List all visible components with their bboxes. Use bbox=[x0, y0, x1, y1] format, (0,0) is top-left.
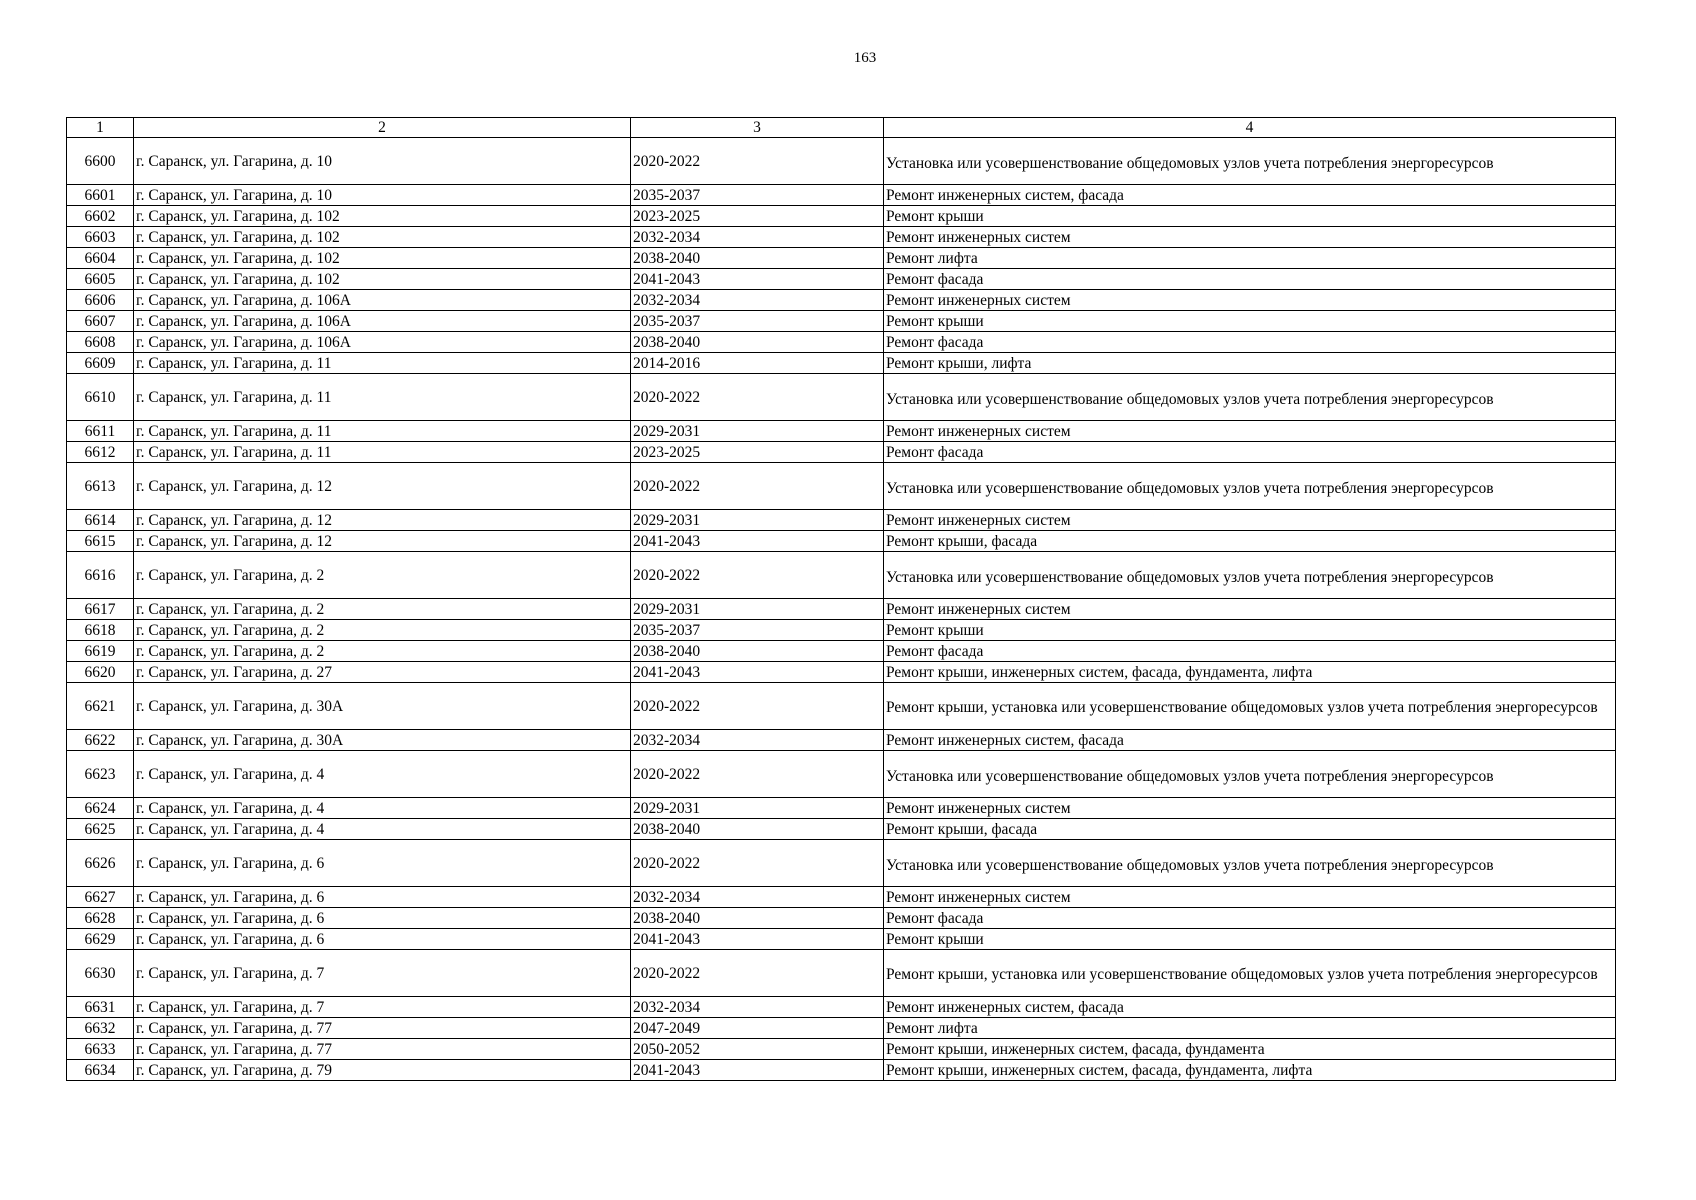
period-cell: 2020-2022 bbox=[631, 751, 884, 798]
table-row bbox=[67, 683, 1616, 730]
table-row bbox=[67, 599, 1616, 620]
table-row bbox=[67, 840, 1616, 887]
work-type-cell: Ремонт фасада bbox=[884, 442, 1616, 463]
table-row bbox=[67, 510, 1616, 531]
row-number: 6618 bbox=[67, 620, 134, 641]
period-cell: 2035-2037 bbox=[631, 620, 884, 641]
work-type-cell: Ремонт крыши bbox=[884, 929, 1616, 950]
row-number: 6628 bbox=[67, 908, 134, 929]
address-cell: г. Саранск, ул. Гагарина, д. 4 bbox=[134, 751, 631, 798]
period-cell: 2029-2031 bbox=[631, 798, 884, 819]
period-cell: 2020-2022 bbox=[631, 138, 884, 185]
work-type-cell: Ремонт крыши, инженерных систем, фасада, фундамента bbox=[884, 1039, 1616, 1060]
address-cell: г. Саранск, ул. Гагарина, д. 2 bbox=[134, 599, 631, 620]
table-row bbox=[67, 997, 1616, 1018]
row-number: 6629 bbox=[67, 929, 134, 950]
address-cell: г. Саранск, ул. Гагарина, д. 7 bbox=[134, 997, 631, 1018]
table-row bbox=[67, 227, 1616, 248]
work-type-cell: Ремонт фасада bbox=[884, 908, 1616, 929]
address-cell: г. Саранск, ул. Гагарина, д. 12 bbox=[134, 463, 631, 510]
period-cell: 2041-2043 bbox=[631, 662, 884, 683]
table-body bbox=[67, 138, 1616, 1081]
table-row bbox=[67, 641, 1616, 662]
work-type-cell: Ремонт инженерных систем bbox=[884, 510, 1616, 531]
table-row bbox=[67, 620, 1616, 641]
work-type-cell: Установка или усовершенствование общедомовых узлов учета потребления энергоресурсов bbox=[884, 751, 1616, 798]
period-cell: 2035-2037 bbox=[631, 185, 884, 206]
repair-schedule-table bbox=[66, 117, 1616, 1081]
address-cell: г. Саранск, ул. Гагарина, д. 79 bbox=[134, 1060, 631, 1081]
period-cell: 2038-2040 bbox=[631, 819, 884, 840]
period-cell: 2020-2022 bbox=[631, 552, 884, 599]
period-cell: 2029-2031 bbox=[631, 510, 884, 531]
address-cell: г. Саранск, ул. Гагарина, д. 4 bbox=[134, 819, 631, 840]
row-number: 6633 bbox=[67, 1039, 134, 1060]
row-number: 6625 bbox=[67, 819, 134, 840]
table-row bbox=[67, 662, 1616, 683]
period-cell: 2050-2052 bbox=[631, 1039, 884, 1060]
table-row bbox=[67, 819, 1616, 840]
period-cell: 2047-2049 bbox=[631, 1018, 884, 1039]
work-type-cell: Установка или усовершенствование общедомовых узлов учета потребления энергоресурсов bbox=[884, 552, 1616, 599]
address-cell: г. Саранск, ул. Гагарина, д. 102 bbox=[134, 248, 631, 269]
column-header-1: 1 bbox=[67, 118, 134, 138]
row-number: 6622 bbox=[67, 730, 134, 751]
table-row bbox=[67, 1018, 1616, 1039]
work-type-cell: Ремонт инженерных систем bbox=[884, 798, 1616, 819]
column-header-3: 3 bbox=[631, 118, 884, 138]
address-cell: г. Саранск, ул. Гагарина, д. 11 bbox=[134, 442, 631, 463]
address-cell: г. Саранск, ул. Гагарина, д. 30А bbox=[134, 730, 631, 751]
table-row bbox=[67, 463, 1616, 510]
work-type-cell: Ремонт крыши, установка или усовершенствование общедомовых узлов учета потребления энергоресурсов bbox=[884, 950, 1616, 997]
table-row bbox=[67, 290, 1616, 311]
row-number: 6613 bbox=[67, 463, 134, 510]
row-number: 6632 bbox=[67, 1018, 134, 1039]
address-cell: г. Саранск, ул. Гагарина, д. 12 bbox=[134, 510, 631, 531]
address-cell: г. Саранск, ул. Гагарина, д. 11 bbox=[134, 353, 631, 374]
period-cell: 2020-2022 bbox=[631, 683, 884, 730]
work-type-cell: Ремонт крыши, фасада bbox=[884, 531, 1616, 552]
address-cell: г. Саранск, ул. Гагарина, д. 7 bbox=[134, 950, 631, 997]
period-cell: 2041-2043 bbox=[631, 1060, 884, 1081]
row-number: 6607 bbox=[67, 311, 134, 332]
work-type-cell: Установка или усовершенствование общедомовых узлов учета потребления энергоресурсов bbox=[884, 463, 1616, 510]
period-cell: 2020-2022 bbox=[631, 950, 884, 997]
address-cell: г. Саранск, ул. Гагарина, д. 6 bbox=[134, 908, 631, 929]
work-type-cell: Установка или усовершенствование общедомовых узлов учета потребления энергоресурсов bbox=[884, 840, 1616, 887]
table-row bbox=[67, 531, 1616, 552]
column-header-2: 2 bbox=[134, 118, 631, 138]
row-number: 6614 bbox=[67, 510, 134, 531]
period-cell: 2020-2022 bbox=[631, 840, 884, 887]
row-number: 6616 bbox=[67, 552, 134, 599]
work-type-cell: Ремонт крыши, лифта bbox=[884, 353, 1616, 374]
row-number: 6601 bbox=[67, 185, 134, 206]
table-row bbox=[67, 730, 1616, 751]
period-cell: 2032-2034 bbox=[631, 227, 884, 248]
work-type-cell: Ремонт инженерных систем bbox=[884, 599, 1616, 620]
row-number: 6609 bbox=[67, 353, 134, 374]
row-number: 6620 bbox=[67, 662, 134, 683]
table-row bbox=[67, 751, 1616, 798]
row-number: 6615 bbox=[67, 531, 134, 552]
period-cell: 2038-2040 bbox=[631, 248, 884, 269]
row-number: 6605 bbox=[67, 269, 134, 290]
work-type-cell: Ремонт фасада bbox=[884, 332, 1616, 353]
work-type-cell: Ремонт инженерных систем bbox=[884, 290, 1616, 311]
row-number: 6621 bbox=[67, 683, 134, 730]
table-row bbox=[67, 138, 1616, 185]
address-cell: г. Саранск, ул. Гагарина, д. 6 bbox=[134, 840, 631, 887]
address-cell: г. Саранск, ул. Гагарина, д. 106А bbox=[134, 290, 631, 311]
address-cell: г. Саранск, ул. Гагарина, д. 10 bbox=[134, 185, 631, 206]
table-row bbox=[67, 185, 1616, 206]
period-cell: 2023-2025 bbox=[631, 206, 884, 227]
period-cell: 2041-2043 bbox=[631, 929, 884, 950]
address-cell: г. Саранск, ул. Гагарина, д. 27 bbox=[134, 662, 631, 683]
period-cell: 2035-2037 bbox=[631, 311, 884, 332]
table-row bbox=[67, 374, 1616, 421]
address-cell: г. Саранск, ул. Гагарина, д. 2 bbox=[134, 552, 631, 599]
row-number: 6624 bbox=[67, 798, 134, 819]
period-cell: 2029-2031 bbox=[631, 421, 884, 442]
work-type-cell: Установка или усовершенствование общедомовых узлов учета потребления энергоресурсов bbox=[884, 138, 1616, 185]
address-cell: г. Саранск, ул. Гагарина, д. 12 bbox=[134, 531, 631, 552]
table-row bbox=[67, 798, 1616, 819]
address-cell: г. Саранск, ул. Гагарина, д. 77 bbox=[134, 1039, 631, 1060]
table-row bbox=[67, 421, 1616, 442]
table-row bbox=[67, 552, 1616, 599]
address-cell: г. Саранск, ул. Гагарина, д. 11 bbox=[134, 374, 631, 421]
table-row bbox=[67, 269, 1616, 290]
work-type-cell: Ремонт крыши bbox=[884, 206, 1616, 227]
column-header-4: 4 bbox=[884, 118, 1616, 138]
work-type-cell: Ремонт инженерных систем bbox=[884, 421, 1616, 442]
table-row bbox=[67, 1060, 1616, 1081]
address-cell: г. Саранск, ул. Гагарина, д. 10 bbox=[134, 138, 631, 185]
row-number: 6623 bbox=[67, 751, 134, 798]
period-cell: 2032-2034 bbox=[631, 730, 884, 751]
address-cell: г. Саранск, ул. Гагарина, д. 102 bbox=[134, 227, 631, 248]
table-row bbox=[67, 353, 1616, 374]
table-row bbox=[67, 442, 1616, 463]
period-cell: 2038-2040 bbox=[631, 641, 884, 662]
table-row bbox=[67, 332, 1616, 353]
period-cell: 2041-2043 bbox=[631, 269, 884, 290]
period-cell: 2023-2025 bbox=[631, 442, 884, 463]
work-type-cell: Ремонт крыши, установка или усовершенствование общедомовых узлов учета потребления энергоресурсов bbox=[884, 683, 1616, 730]
period-cell: 2041-2043 bbox=[631, 531, 884, 552]
table-header-row bbox=[67, 118, 1616, 138]
work-type-cell: Ремонт инженерных систем, фасада bbox=[884, 185, 1616, 206]
work-type-cell: Ремонт лифта bbox=[884, 1018, 1616, 1039]
work-type-cell: Ремонт фасада bbox=[884, 269, 1616, 290]
work-type-cell: Ремонт инженерных систем, фасада bbox=[884, 997, 1616, 1018]
address-cell: г. Саранск, ул. Гагарина, д. 30А bbox=[134, 683, 631, 730]
address-cell: г. Саранск, ул. Гагарина, д. 2 bbox=[134, 620, 631, 641]
row-number: 6617 bbox=[67, 599, 134, 620]
address-cell: г. Саранск, ул. Гагарина, д. 6 bbox=[134, 887, 631, 908]
table-row bbox=[67, 248, 1616, 269]
row-number: 6603 bbox=[67, 227, 134, 248]
table-row bbox=[67, 887, 1616, 908]
work-type-cell: Ремонт крыши, инженерных систем, фасада, фундамента, лифта bbox=[884, 662, 1616, 683]
row-number: 6619 bbox=[67, 641, 134, 662]
work-type-cell: Ремонт инженерных систем, фасада bbox=[884, 730, 1616, 751]
address-cell: г. Саранск, ул. Гагарина, д. 11 bbox=[134, 421, 631, 442]
work-type-cell: Ремонт инженерных систем bbox=[884, 227, 1616, 248]
row-number: 6634 bbox=[67, 1060, 134, 1081]
period-cell: 2020-2022 bbox=[631, 374, 884, 421]
address-cell: г. Саранск, ул. Гагарина, д. 77 bbox=[134, 1018, 631, 1039]
table-row bbox=[67, 950, 1616, 997]
period-cell: 2032-2034 bbox=[631, 887, 884, 908]
period-cell: 2014-2016 bbox=[631, 353, 884, 374]
period-cell: 2032-2034 bbox=[631, 290, 884, 311]
row-number: 6630 bbox=[67, 950, 134, 997]
address-cell: г. Саранск, ул. Гагарина, д. 102 bbox=[134, 269, 631, 290]
row-number: 6611 bbox=[67, 421, 134, 442]
table-row bbox=[67, 206, 1616, 227]
address-cell: г. Саранск, ул. Гагарина, д. 106А bbox=[134, 332, 631, 353]
row-number: 6612 bbox=[67, 442, 134, 463]
address-cell: г. Саранск, ул. Гагарина, д. 2 bbox=[134, 641, 631, 662]
work-type-cell: Ремонт крыши, фасада bbox=[884, 819, 1616, 840]
row-number: 6606 bbox=[67, 290, 134, 311]
work-type-cell: Ремонт лифта bbox=[884, 248, 1616, 269]
table-row bbox=[67, 908, 1616, 929]
row-number: 6626 bbox=[67, 840, 134, 887]
address-cell: г. Саранск, ул. Гагарина, д. 106А bbox=[134, 311, 631, 332]
page-number: 163 bbox=[853, 50, 877, 66]
work-type-cell: Установка или усовершенствование общедомовых узлов учета потребления энергоресурсов bbox=[884, 374, 1616, 421]
work-type-cell: Ремонт крыши, инженерных систем, фасада, фундамента, лифта bbox=[884, 1060, 1616, 1081]
work-type-cell: Ремонт крыши bbox=[884, 620, 1616, 641]
period-cell: 2029-2031 bbox=[631, 599, 884, 620]
address-cell: г. Саранск, ул. Гагарина, д. 4 bbox=[134, 798, 631, 819]
work-type-cell: Ремонт крыши bbox=[884, 311, 1616, 332]
row-number: 6608 bbox=[67, 332, 134, 353]
row-number: 6631 bbox=[67, 997, 134, 1018]
work-type-cell: Ремонт инженерных систем bbox=[884, 887, 1616, 908]
work-type-cell: Ремонт фасада bbox=[884, 641, 1616, 662]
row-number: 6604 bbox=[67, 248, 134, 269]
table-row bbox=[67, 311, 1616, 332]
table-row bbox=[67, 1039, 1616, 1060]
period-cell: 2020-2022 bbox=[631, 463, 884, 510]
address-cell: г. Саранск, ул. Гагарина, д. 6 bbox=[134, 929, 631, 950]
period-cell: 2038-2040 bbox=[631, 908, 884, 929]
row-number: 6627 bbox=[67, 887, 134, 908]
address-cell: г. Саранск, ул. Гагарина, д. 102 bbox=[134, 206, 631, 227]
row-number: 6602 bbox=[67, 206, 134, 227]
row-number: 6610 bbox=[67, 374, 134, 421]
period-cell: 2038-2040 bbox=[631, 332, 884, 353]
row-number: 6600 bbox=[67, 138, 134, 185]
period-cell: 2032-2034 bbox=[631, 997, 884, 1018]
table-row bbox=[67, 929, 1616, 950]
